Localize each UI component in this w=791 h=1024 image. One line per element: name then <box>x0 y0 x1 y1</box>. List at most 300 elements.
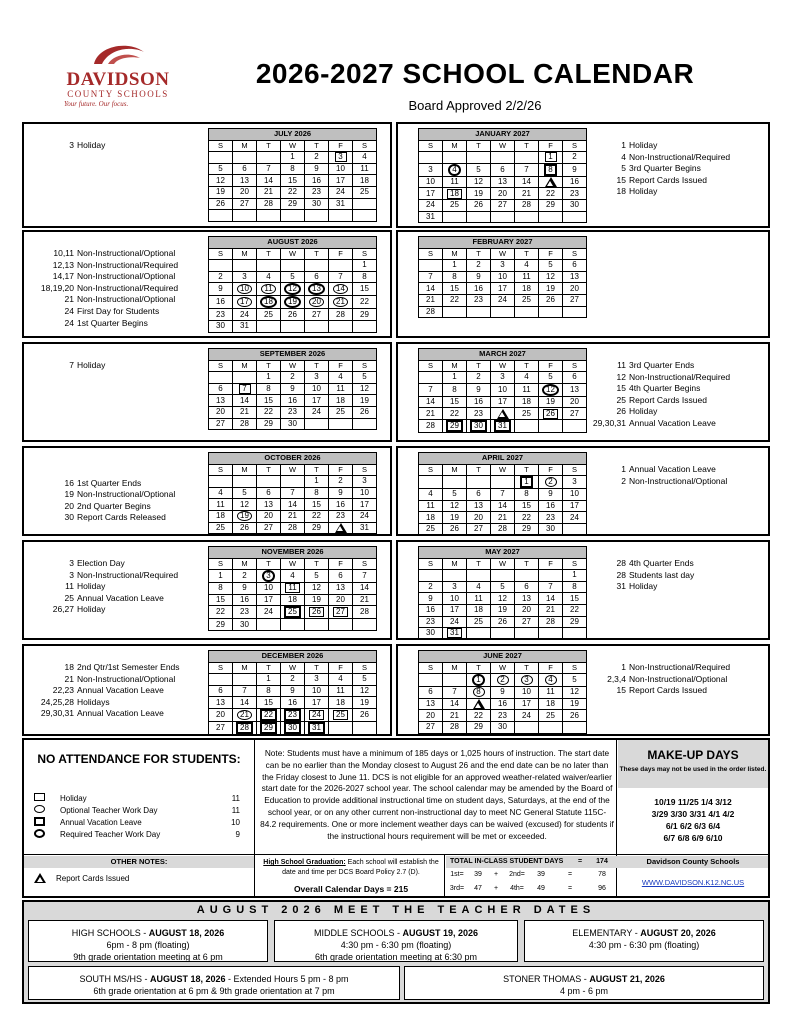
day-number: 28 <box>522 200 531 210</box>
day-cell <box>209 372 233 384</box>
day-cell <box>233 372 257 384</box>
day-cell <box>539 476 563 489</box>
note-text: Non-Instructional/Optional <box>77 489 176 500</box>
in-class-total: 174 <box>596 858 608 865</box>
day-number: 4 <box>448 164 460 176</box>
day-cell <box>515 710 539 722</box>
instruction-note: Note: Students must have a minimum of 185 days or 1,025 hours of instruction. The start date can be no earlier than the Monday closest to August 26 and the end date can be no later than the Friday closest to June 11. DCS is not eligible for an approved weather-related waiver/earlier start date for the 2026-2027 school year. The school calendar may be amended by the Board of Education to provide additional instructional time on student days, Saturdays, at the end of the school year, or on any other current non-instructional day to meet NC General Statute 115C-84.2 requirements. One or more inclement weather days can be waived (excused) for students if the instructional hours requirement will be met or exceeded. <box>260 748 614 841</box>
mtt-middle-schools <box>274 920 518 962</box>
meet-the-teacher-title: AUGUST 2026 MEET THE TEACHER DATES <box>196 904 596 916</box>
day-number: 24 <box>336 187 345 197</box>
day-cell <box>353 570 377 583</box>
day-cell <box>443 408 467 420</box>
mtt-south <box>28 966 400 1000</box>
day-number: 16 <box>498 699 507 709</box>
day-cell <box>353 372 377 384</box>
day-number: 19 <box>312 595 321 605</box>
day-number: 8 <box>452 272 457 282</box>
day-cell <box>281 383 305 395</box>
day-cell <box>233 296 257 309</box>
note-text: Non-Instructional/Required <box>629 151 731 162</box>
day-number: 19 <box>474 188 483 198</box>
weekday-header: S <box>209 558 233 570</box>
day-number: 18 <box>336 697 345 707</box>
day-cell <box>539 163 563 176</box>
day-cell <box>467 698 491 710</box>
weekday-header: T <box>257 464 281 476</box>
day-cell <box>257 476 281 488</box>
day-cell <box>515 523 539 535</box>
day-cell <box>305 510 329 522</box>
note-text: 2nd Qtr/1st Semester Ends <box>77 662 180 672</box>
day-cell <box>233 283 257 296</box>
day-number: 6 <box>524 582 529 592</box>
weekday-header: S <box>353 662 377 674</box>
day-number: 20 <box>216 709 225 719</box>
day-cell <box>329 674 353 686</box>
day-number: 15 <box>450 397 459 407</box>
weekday-header: T <box>305 248 329 260</box>
weekday-header: T <box>467 662 491 674</box>
day-cell <box>281 296 305 309</box>
day-cell <box>233 619 257 631</box>
makeup-line: 6/7 6/8 6/9 6/10 <box>663 833 723 843</box>
day-number: 8 <box>473 687 485 697</box>
day-number: 15 <box>546 177 555 187</box>
legend-row <box>34 816 254 828</box>
in-class-header <box>446 856 618 868</box>
note-item <box>22 697 180 709</box>
day-number: 2 <box>428 582 433 592</box>
day-number: 10 <box>237 284 252 294</box>
day-cell <box>539 176 563 188</box>
day-number: 21 <box>450 710 459 720</box>
note-date: 10,11 <box>53 248 74 258</box>
day-cell <box>467 604 491 616</box>
month-name: JANUARY 2027 <box>419 129 587 141</box>
day-cell <box>443 188 467 200</box>
weekday-header: M <box>233 360 257 372</box>
day-number: 1 <box>218 571 223 581</box>
day-number: 31 <box>426 211 435 221</box>
day-cell <box>305 198 329 210</box>
day-cell <box>233 406 257 418</box>
day-cell <box>257 283 281 296</box>
day-cell <box>539 604 563 616</box>
weekday-header: T <box>305 558 329 570</box>
day-number: 11 <box>336 384 345 394</box>
square-icon <box>34 793 45 801</box>
day-number: 26 <box>216 198 225 208</box>
note-date: 12 <box>616 371 626 382</box>
day-cell <box>515 176 539 188</box>
day-cell <box>305 606 329 619</box>
day-number: 21 <box>288 511 297 521</box>
day-cell <box>563 283 587 295</box>
note-text: 4th Quarter Ends <box>629 558 694 568</box>
day-number: 3 <box>314 372 319 382</box>
weekday-header: F <box>329 662 353 674</box>
day-number: 5 <box>290 272 295 282</box>
day-cell <box>329 510 353 522</box>
day-number: 5 <box>476 164 481 174</box>
note-text: Annual Vacation Leave <box>77 685 164 696</box>
day-cell <box>467 616 491 628</box>
day-number: 5 <box>500 582 505 592</box>
other-notes-item <box>34 873 129 883</box>
day-cell <box>443 294 467 306</box>
note-item <box>22 501 175 513</box>
mtt-head: SOUTH MS/HS - <box>79 974 150 984</box>
day-number: 27 <box>570 295 579 305</box>
day-cell <box>329 309 353 321</box>
day-cell <box>281 522 305 534</box>
day-number: 20 <box>240 187 249 197</box>
month-name: DECEMBER 2026 <box>209 651 377 663</box>
day-cell <box>467 188 491 200</box>
day-number: 8 <box>362 272 367 282</box>
day-cell <box>467 271 491 283</box>
day-cell <box>515 188 539 200</box>
day-number: 5 <box>572 675 577 685</box>
day-cell <box>539 489 563 501</box>
triangle-icon <box>34 873 46 883</box>
weekday-header: M <box>443 662 467 674</box>
legend-count: 10 <box>231 817 240 827</box>
mtt-time: 4:30 pm - 6:30 pm (floating) <box>340 940 452 950</box>
day-number: 16 <box>546 501 555 511</box>
day-number: 10 <box>570 489 579 499</box>
day-cell <box>563 372 587 384</box>
note-date: 1 <box>621 662 626 672</box>
day-number: 6 <box>572 372 577 382</box>
day-number: 15 <box>522 501 531 511</box>
note-date: 29,30,31 <box>592 417 626 428</box>
day-number: 12 <box>498 593 507 603</box>
month-name: JULY 2026 <box>209 129 377 141</box>
note-date: 1 <box>621 464 626 474</box>
day-cell <box>491 523 515 535</box>
weekday-header: T <box>305 662 329 674</box>
day-number: 14 <box>546 593 555 603</box>
day-cell <box>419 152 443 164</box>
day-cell <box>563 698 587 710</box>
day-cell <box>419 476 443 489</box>
day-cell <box>305 499 329 511</box>
weekday-header: S <box>419 360 443 372</box>
day-number: 8 <box>544 164 556 176</box>
day-number: 19 <box>570 699 579 709</box>
day-number: 17 <box>336 175 345 185</box>
weekday-header: S <box>209 662 233 674</box>
day-cell <box>257 570 281 583</box>
weekday-header: S <box>563 140 587 152</box>
note-item <box>590 476 727 488</box>
month-name: NOVEMBER 2026 <box>209 547 377 559</box>
day-number: 10 <box>312 384 321 394</box>
day-number: 4 <box>290 571 295 581</box>
day-number: 6 <box>218 686 223 696</box>
day-number: 2 <box>218 272 223 282</box>
note-text: First Day for Students <box>77 305 160 316</box>
day-number: 1 <box>452 372 457 382</box>
note-item <box>590 163 730 175</box>
day-number: 31 <box>336 198 345 208</box>
weekday-header: T <box>515 140 539 152</box>
day-cell <box>491 163 515 176</box>
day-cell <box>233 198 257 210</box>
day-number: 23 <box>336 511 345 521</box>
day-cell <box>281 487 305 499</box>
day-number: 8 <box>266 384 271 394</box>
day-number: 23 <box>474 408 483 418</box>
month-name: APRIL 2027 <box>419 453 587 465</box>
day-cell <box>257 594 281 606</box>
day-cell <box>539 581 563 593</box>
weekday-header: W <box>491 558 515 570</box>
day-number: 23 <box>288 407 297 417</box>
day-number: 23 <box>474 295 483 305</box>
day-cell <box>329 383 353 395</box>
note-text: Annual Vacation Leave <box>629 417 716 428</box>
q-value: 39 <box>537 871 545 878</box>
day-number: 3 <box>262 570 274 582</box>
day-number: 15 <box>264 697 273 707</box>
note-text: Report Cards Released <box>77 512 166 523</box>
day-number: 15 <box>450 283 459 293</box>
day-number: 26 <box>498 616 507 626</box>
day-cell <box>233 260 257 272</box>
month-table <box>208 348 377 430</box>
day-cell <box>233 487 257 499</box>
day-cell <box>209 395 233 407</box>
day-cell <box>515 616 539 628</box>
day-number: 14 <box>333 284 348 294</box>
day-cell <box>419 570 443 582</box>
day-number: 7 <box>290 488 295 498</box>
day-number: 31 <box>447 628 462 638</box>
month-table <box>208 452 377 534</box>
day-number: 15 <box>288 175 297 185</box>
day-cell <box>281 163 305 175</box>
day-number: 7 <box>548 582 553 592</box>
day-cell <box>353 697 377 709</box>
day-cell <box>353 152 377 164</box>
day-cell <box>419 523 443 535</box>
note-text: Non-Instructional/Required <box>77 569 179 580</box>
month-table <box>208 236 377 333</box>
day-number: 14 <box>450 699 459 709</box>
day-number: 21 <box>546 605 555 615</box>
q-value: 39 <box>474 871 482 878</box>
day-cell <box>419 306 443 318</box>
day-cell <box>443 523 467 535</box>
in-class-days-table <box>446 856 618 896</box>
day-cell <box>209 510 233 522</box>
day-number: 12 <box>450 501 459 511</box>
day-cell <box>515 687 539 699</box>
day-number: 13 <box>522 593 531 603</box>
note-text: 1st Quarter Ends <box>77 477 142 488</box>
day-number: 26 <box>546 295 555 305</box>
day-cell <box>419 687 443 699</box>
day-cell <box>419 199 443 211</box>
day-number: 22 <box>450 295 459 305</box>
day-number: 13 <box>570 272 579 282</box>
day-cell <box>467 152 491 164</box>
note-item <box>590 674 730 686</box>
day-cell <box>209 708 233 721</box>
day-number: 5 <box>548 260 553 270</box>
day-cell <box>515 271 539 283</box>
day-number: 6 <box>314 272 319 282</box>
day-number: 22 <box>570 605 579 615</box>
day-cell <box>209 406 233 418</box>
day-cell <box>467 163 491 176</box>
day-number: 22 <box>312 511 321 521</box>
day-cell <box>209 522 233 534</box>
day-number: 9 <box>218 284 223 294</box>
day-cell <box>491 489 515 501</box>
weekday-header: T <box>467 248 491 260</box>
makeup-dates <box>618 796 768 844</box>
day-cell <box>563 383 587 396</box>
note-item <box>22 674 180 686</box>
day-number: 2 <box>242 571 247 581</box>
day-number: 28 <box>546 616 555 626</box>
day-cell <box>563 616 587 628</box>
day-cell <box>353 510 377 522</box>
weekday-header: T <box>305 360 329 372</box>
note-text: Non-Instructional/Required <box>77 282 179 293</box>
weekday-header: S <box>419 140 443 152</box>
day-cell <box>209 271 233 283</box>
note-text: Holiday <box>629 581 658 592</box>
weekday-header: S <box>563 662 587 674</box>
day-number: 7 <box>242 686 247 696</box>
day-cell <box>353 198 377 210</box>
day-number: 1 <box>452 260 457 270</box>
day-number: 30 <box>216 321 225 331</box>
day-number: 2 <box>476 372 481 382</box>
day-cell <box>257 198 281 210</box>
day-cell <box>257 309 281 321</box>
day-number: 1 <box>266 674 271 684</box>
day-cell <box>491 152 515 164</box>
legend-label: Holiday <box>60 793 87 803</box>
day-number: 26 <box>570 710 579 720</box>
legend-row <box>34 804 254 816</box>
day-cell <box>305 594 329 606</box>
equals-sign: = <box>567 885 573 892</box>
day-cell <box>353 260 377 272</box>
day-number: 16 <box>474 283 483 293</box>
day-cell <box>233 522 257 534</box>
day-number: 17 <box>237 297 252 307</box>
legend-label: Annual Vacation Leave <box>60 817 142 827</box>
day-cell <box>353 383 377 395</box>
legend-count: 11 <box>231 793 240 803</box>
day-cell <box>257 210 281 222</box>
day-cell <box>257 152 281 164</box>
day-number: 26 <box>309 607 324 617</box>
day-number: 29 <box>360 309 369 319</box>
day-cell <box>209 685 233 697</box>
day-number: 18 <box>260 296 277 308</box>
weekday-header: W <box>281 464 305 476</box>
day-cell <box>563 211 587 223</box>
day-number: 8 <box>266 686 271 696</box>
note-date: 16 <box>64 477 74 488</box>
day-number: 11 <box>426 501 435 511</box>
day-cell <box>539 698 563 710</box>
weekday-header: T <box>257 662 281 674</box>
day-cell <box>467 710 491 722</box>
dcs-website-link[interactable]: WWW.DAVIDSON.K12.NC.US <box>641 878 745 887</box>
day-number: 3 <box>314 674 319 684</box>
day-number: 13 <box>308 283 325 295</box>
day-number: 22 <box>546 188 555 198</box>
note-text: 4th Quarter Begins <box>629 383 701 394</box>
day-number: 1 <box>362 260 367 270</box>
notes-list <box>590 464 727 487</box>
day-number: 11 <box>474 593 483 603</box>
day-cell <box>491 710 515 722</box>
day-cell <box>467 283 491 295</box>
day-cell <box>305 697 329 709</box>
day-cell <box>209 309 233 321</box>
day-cell <box>281 260 305 272</box>
day-cell <box>281 271 305 283</box>
day-number: 3 <box>452 582 457 592</box>
day-cell <box>563 604 587 616</box>
day-number: 2 <box>290 674 295 684</box>
day-cell <box>257 406 281 418</box>
day-cell <box>419 698 443 710</box>
day-cell <box>329 406 353 418</box>
day-number: 10 <box>264 583 273 593</box>
makeup-line: 3/29 3/30 3/31 4/1 4/2 <box>651 809 735 819</box>
note-text: Students last day <box>629 569 695 580</box>
day-number: 9 <box>314 164 319 174</box>
weekday-header: F <box>329 558 353 570</box>
day-cell <box>419 512 443 524</box>
day-cell <box>329 395 353 407</box>
day-cell <box>563 419 587 432</box>
in-class-title: TOTAL IN-CLASS STUDENT DAYS <box>450 858 564 865</box>
day-number: 1 <box>314 476 319 486</box>
day-number: 9 <box>338 488 343 498</box>
weekday-header: W <box>281 248 305 260</box>
mtt-date: AUGUST 18, 2026 <box>149 974 226 984</box>
day-cell <box>443 628 467 640</box>
day-number: 10 <box>450 593 459 603</box>
mtt-time: 4 pm - 6 pm <box>559 986 608 996</box>
day-cell <box>209 283 233 296</box>
day-number: 24 <box>498 295 507 305</box>
note-date: 24 <box>64 305 74 316</box>
note-date: 28 <box>616 558 626 568</box>
day-cell <box>467 372 491 384</box>
day-cell <box>563 500 587 512</box>
month-table <box>208 128 377 222</box>
plus-sign: + <box>493 885 499 892</box>
day-cell <box>419 489 443 501</box>
day-number: 4 <box>218 488 223 498</box>
note-text: Holiday <box>77 581 106 592</box>
day-cell <box>467 294 491 306</box>
weekday-header: F <box>539 248 563 260</box>
